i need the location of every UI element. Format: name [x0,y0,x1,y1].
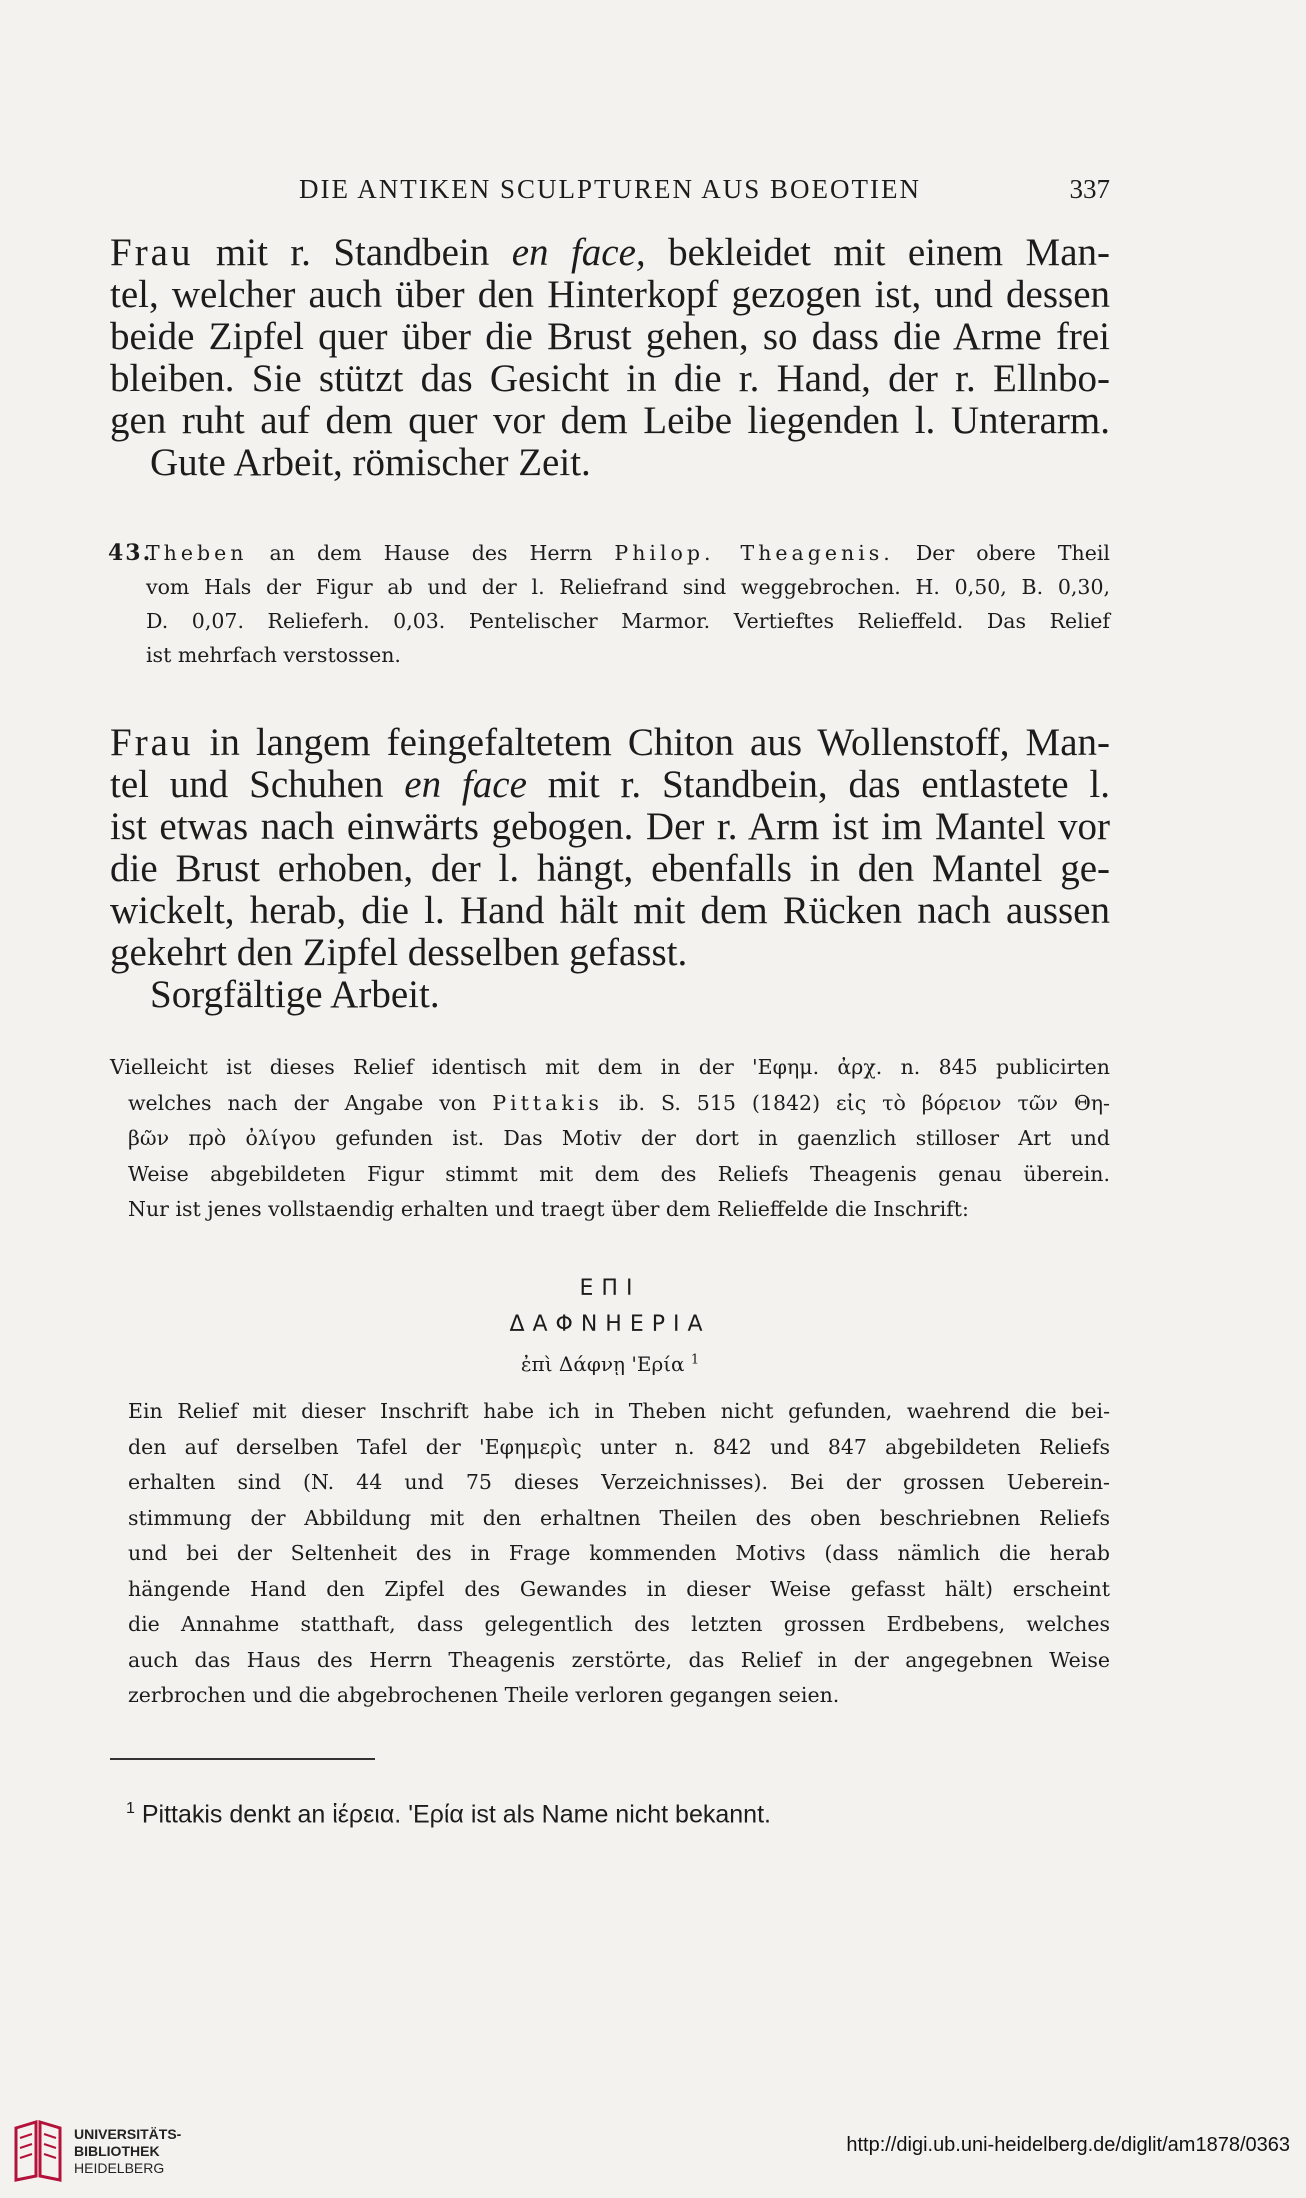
running-title: DIE ANTIKEN SCULPTUREN AUS BOEOTIEN [299,174,921,204]
entry-line-3: D. 0,07. Relieferh. 0,03. Pentelischer Marmor. Vertieftes Relieffeld. Das Relief [146,609,1110,633]
inscription-transcription [110,1352,1110,1376]
paragraph-1-line-3: beide Zipfel quer über die Brust gehen, so dass die Arme frei [110,315,1110,358]
entry-line-1 [146,536,1110,570]
text-fragment: mit r. Standbein [193,231,512,274]
paragraph-2-line-6: gekehrt den Zipfel desselben gefasst. [110,931,688,974]
paragraph-1-line-2: tel, welcher auch über den Hinterkopf gezogen ist, und dessen [110,273,1110,316]
paragraph-1-line-1 [110,232,1110,274]
text-fragment: in langem feingefaltetem Chiton aus Wollenstoff, Man- [193,721,1110,764]
place-name: Theben [146,541,248,565]
inscription-line-2: ΔΑΦΝΗΕΡΙΑ [509,1312,711,1337]
text-fragment: Frau [110,721,194,764]
text-fragment: welches nach der Angabe von [128,1090,493,1115]
paragraph-1-closing: Gute Arbeit, römischer Zeit. [150,441,591,484]
text-fragment: ib. S. 515 (1842) εἰς τὸ βόρειον τῶν Θη- [602,1090,1110,1115]
text-fragment: Der obere Theil [893,541,1110,565]
library-name-line: HEIDELBERG [74,2160,165,2176]
comment-line [110,1086,1110,1122]
text-fragment: bekleidet mit einem Man- [645,231,1111,274]
footnote-marker: 1 [126,1800,135,1817]
comment-line: den auf derselben Tafel der 'Εφημερὶς unter n. 842 und 847 abgebildeten Reliefs [128,1434,1110,1459]
comment-line: zerbrochen und die abgebrochenen Theile verloren gegangen seien. [128,1683,840,1707]
text-fragment: mit r. Standbein, das entlastete l. [526,763,1110,806]
text-fragment: tel und Schuhen [110,763,405,806]
comment-line: Weise abgebildeten Figur stimmt mit dem des Reliefs Theagenis genau überein. [128,1161,1110,1186]
page-number: 337 [1069,174,1110,204]
footnote-divider [110,1758,375,1760]
entry-line-4: ist mehrfach verstossen. [146,643,401,667]
owner-name: Philop. Theagenis. [614,541,894,565]
footnote-text: Pittakis denkt an ἱέρεια. 'Ερία ist als Name nicht bekannt. [134,1800,771,1829]
comment-line: stimmung der Abbildung mit den erhaltnen Theilen des oben beschriebnen Reliefs [128,1505,1110,1530]
entry-line-2: vom Hals der Figur ab und der l. Reliefrand sind weggebrochen. H. 0,50, B. 0,30, [146,575,1110,599]
catalogue-entry-43 [108,536,1110,672]
paragraph-1-line-5: gen ruht auf dem quer vor dem Leibe liegenden l. Unterarm. [110,399,1110,442]
paragraph-1-line-4: bleiben. Sie stützt das Gesicht in die r. Hand, der r. Ellnbo- [110,357,1110,400]
inscription-line-1: ΕΠΙ [579,1276,641,1301]
comment-line: auch das Haus des Herrn Theagenis zerstörte, das Relief in der angegebnen Weise [128,1647,1110,1672]
comment-line: Ein Relief mit dieser Inschrift habe ich in Theben nicht gefunden, waehrend die bei- [128,1399,1110,1423]
comment-line: die Annahme statthaft, dass gelegentlich des letzten grossen Erdbebens, welches [128,1612,1110,1636]
paragraph-2-line-2 [110,764,1110,806]
text-fragment: an dem Hause des Herrn [247,541,615,565]
source-url-link[interactable]: http://digi.ub.uni-heidelberg.de/diglit/am1878/0363 [846,2134,1290,2156]
paragraph-2-line-1 [110,722,1110,764]
paragraph-2-line-4: die Brust erhoben, der l. hängt, ebenfalls in den Mantel ge- [110,847,1110,890]
author-name: Pittakis [492,1090,603,1115]
library-name-line: BIBLIOTHEK [74,2143,160,2159]
comment-line: Vielleicht ist dieses Relief identisch mit dem in der 'Εφημ. ἀρχ. n. 845 publicirten [110,1055,1110,1079]
footnote [126,1800,771,1829]
paragraph-2-line-5: wickelt, herab, die l. Hand hält mit dem Rücken nach aussen [110,889,1110,932]
library-seal-icon [10,2120,68,2182]
paragraph-2-line-3: ist etwas nach einwärts gebogen. Der r. Arm ist im Mantel vor [110,805,1110,848]
text-fragment: Frau [110,231,194,274]
entry-number: 43. [108,540,153,566]
library-name-line: UNIVERSITÄTS- [74,2126,182,2142]
italic-text: en face, [511,231,646,274]
footnote-reference: 1 [690,1352,700,1368]
comment-line: erhalten sind (N. 44 und 75 dieses Verzeichnisses). Bei der grossen Ueberein- [128,1470,1110,1494]
comment-line: hängende Hand den Zipfel des Gewandes in dieser Weise gefasst hält) erscheint [128,1576,1110,1601]
comment-line: βῶν πρὸ ὀλίγου gefunden ist. Das Motiv der dort in gaenzlich stilloser Art und [128,1126,1110,1150]
comment-line: Nur ist jenes vollstaendig erhalten und traegt über dem Relieffelde die Inschrift: [128,1197,969,1221]
running-head [110,170,1110,210]
commentary-block-2 [110,1394,1110,1714]
paragraph-2-closing: Sorgfältige Arbeit. [150,973,440,1016]
italic-text: en face [404,763,527,806]
library-name [74,2126,181,2177]
commentary-block-1 [110,1050,1110,1228]
comment-line: und bei der Seltenheit des in Frage kommenden Motivs (dass nämlich die herab [128,1541,1110,1565]
library-logo[interactable] [10,2120,210,2182]
transcription-text: ἐπὶ Δάφνῃ 'Ερία [520,1352,685,1376]
